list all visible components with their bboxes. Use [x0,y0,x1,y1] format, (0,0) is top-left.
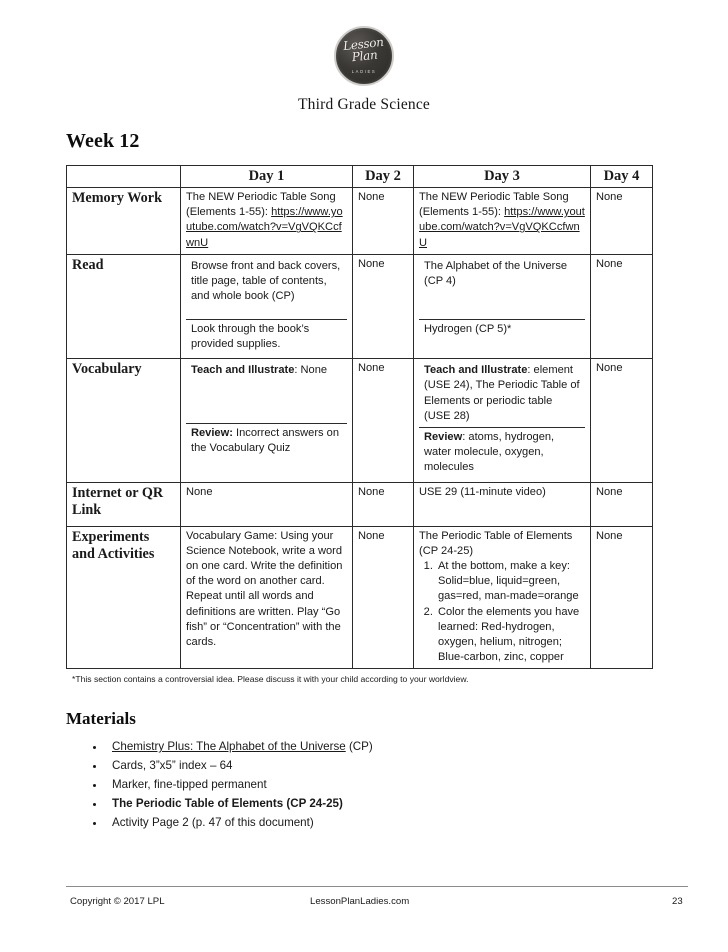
cell-vocabulary-day-2: None [353,359,414,482]
cell-experiments-day-1: Vocabulary Game: Using your Science Notebook, write a word on one card. Write the definition of the word on another card. Repeat until all words and definitions are written. Play “Go fish” or “Concentration” with the cards. [181,526,353,669]
cell-memory-work-day-2: None [353,188,414,255]
table-row [67,482,653,526]
experiment-steps-list [419,559,585,665]
table-header [67,166,653,188]
cell-experiments-day-2: None [353,526,414,669]
row-category-internet-or-qr-link: Internet or QR Link [67,482,181,526]
cell-experiments-day-4: None [591,526,653,669]
cell-vocabulary-day-1 [181,359,353,482]
row-category-read: Read [67,254,181,358]
cell-subrow [186,361,347,423]
cell-internet-day-1: None [181,482,353,526]
document-header [66,0,662,114]
list-item [106,775,662,794]
cell-memory-work-day-4: None [591,188,653,255]
cell-intro-text: The Periodic Table of Elements (CP 24-25) [419,529,573,557]
weekly-plan-table [66,165,653,669]
row-category-vocabulary: Vocabulary [67,359,181,482]
cell-subrow: Look through the book’s provided supplies. [186,319,347,355]
column-header-day-4: Day 4 [591,166,653,188]
logo-subtitle-text: LADIES [351,69,377,74]
cell-subrow: The Alphabet of the Universe (CP 4) [424,259,568,288]
cell-text: The NEW Periodic Table Song (Elements 1-55): [419,191,569,219]
footnote: *This section contains a controversial idea. Please discuss it with your child according to your worldview. [72,674,469,685]
table-row [67,254,653,358]
row-category-experiments-and-activities: Experiments and Activities [67,526,181,669]
cell-internet-day-3: USE 29 (11-minute video) [414,482,591,526]
copyright-text: Copyright © 2017 LPL [70,896,165,907]
column-header-day-3: Day 3 [414,166,591,188]
material-text: Activity Page 2 (p. 47 of this document) [112,816,314,830]
subrow-label: Review [424,431,463,444]
cell-internet-day-4: None [591,482,653,526]
cell-memory-work-day-1 [181,188,353,255]
list-item [106,756,662,775]
logo-script-text: Lesson Plan [342,34,385,64]
list-item [106,737,662,756]
youtube-link[interactable]: https://www.youtube.com/watch?v=VgVQKCcfwnU [419,206,585,249]
column-header-day-2: Day 2 [353,166,414,188]
page-title: Week 12 [66,130,140,152]
footer-row [66,896,688,910]
cell-memory-work-day-3 [414,188,591,255]
subrow-label: Review: [191,427,233,440]
material-text: Marker, fine-tipped permanent [112,778,267,792]
subrow-body: : None [294,364,328,377]
materials-heading: Materials [66,709,136,729]
cell-vocabulary-day-4: None [591,359,653,482]
cell-internet-day-2: None [353,482,414,526]
list-item [106,794,662,813]
cell-subrow [186,423,347,468]
cell-subrow [419,361,585,427]
cell-subrow: Browse front and back covers, title page, table of contents, and whole book (CP) [191,259,341,303]
subrow-label: Teach and Illustrate [424,364,528,377]
table-header-row [67,166,653,188]
subrow-label: Teach and Illustrate [191,364,295,377]
table-row [67,526,653,669]
cell-vocabulary-day-3 [414,359,591,482]
cell-experiments-day-3 [414,526,591,669]
table-body [67,188,653,669]
cell-read-day-4: None [591,254,653,358]
materials-list [66,737,662,832]
cell-text: The NEW Periodic Table Song (Elements 1-55): [186,191,336,219]
cell-read-day-3 [414,254,591,358]
cell-read-day-2: None [353,254,414,358]
cell-subrow: Hydrogen (CP 5)* [419,319,585,350]
table-row [67,188,653,255]
material-text: (CP) [345,740,373,754]
cell-read-day-1 [181,254,353,358]
lesson-plan-ladies-logo-icon [334,26,394,86]
website-text: LessonPlanLadies.com [310,896,410,907]
table-row [67,359,653,482]
column-header-category [67,166,181,188]
subrow-body: : atoms, hydrogen, water molecule, oxygen, molecules [424,431,555,474]
column-header-day-1: Day 1 [181,166,353,188]
list-item [106,813,662,832]
material-text: The Periodic Table of Elements (CP 24-25) [112,797,343,811]
page-number: 23 [672,896,683,907]
subrow-body: : element (USE 24), The Periodic Table of Elements or periodic table (USE 28) [424,364,580,422]
list-item: 2. Color the elements you have learned: Red-hydrogen, oxygen, helium, nitrogen; Blue-carbon, zinc, copper [436,605,585,666]
subject-title: Third Grade Science [297,96,431,113]
material-text: Cards, 3”x5” index – 64 [112,759,233,773]
row-category-memory-work: Memory Work [67,188,181,255]
material-title-underlined: Chemistry Plus: The Alphabet of the Universe [112,740,346,754]
cell-subrow [419,427,585,479]
subrow-body: Incorrect answers on the Vocabulary Quiz [191,427,339,455]
youtube-link[interactable]: https://www.youtube.com/watch?v=VgVQKCcfwnU [186,206,343,249]
footer-divider [66,886,688,887]
list-item: 1. At the bottom, make a key: Solid=blue, liquid=green, gas=red, man-made=orange [436,559,585,605]
page-footer [66,886,688,910]
